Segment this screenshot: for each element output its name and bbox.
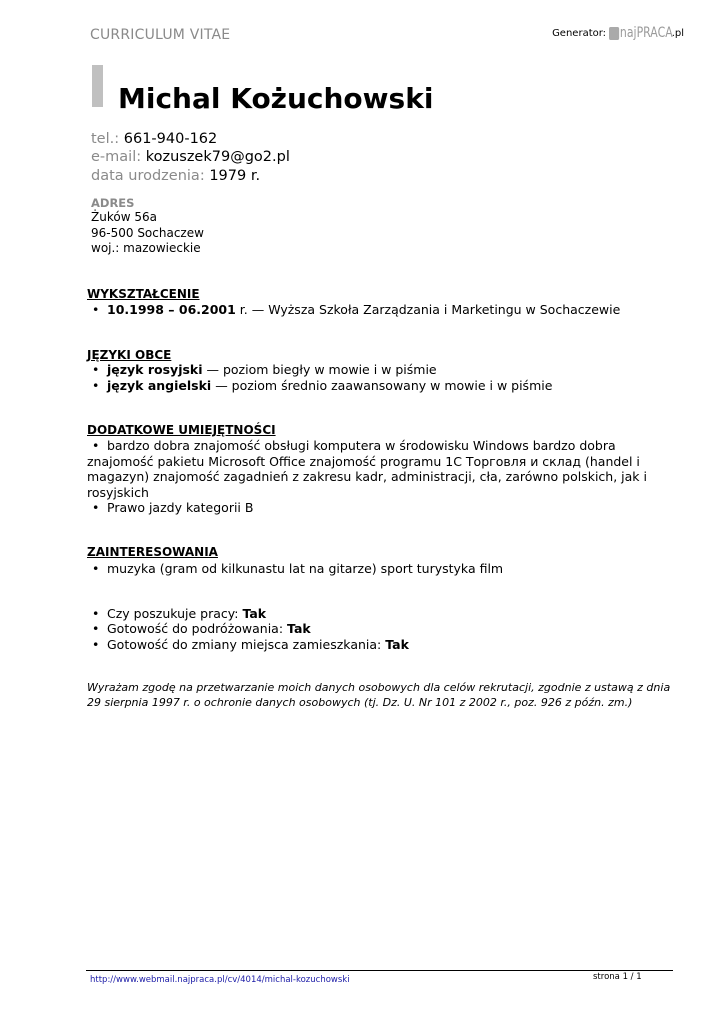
question-text: Gotowość do podróżowania:	[107, 621, 288, 636]
language-level: — poziom biegły w mowie i w piśmie	[202, 362, 437, 377]
education-item	[92, 302, 620, 317]
document-title: CURRICULUM VITAE	[90, 27, 231, 43]
birthdate-label: data urodzenia:	[91, 168, 205, 184]
phone-value: 661-940-162	[123, 131, 218, 147]
footer-url-link[interactable]: http://www.webmail.najpraca.pl/cv/4014/michal-kozuchowski	[90, 975, 350, 985]
phone-label: tel.:	[91, 131, 120, 147]
skills-item-text: Prawo jazdy kategorii B	[107, 500, 254, 515]
language-item	[92, 362, 437, 377]
address-heading: ADRES	[91, 196, 135, 210]
question-item	[92, 621, 311, 636]
bullet: •	[92, 500, 100, 515]
logo-icon	[609, 27, 619, 40]
bullet: •	[92, 362, 100, 377]
skills-heading: DODATKOWE UMIEJĘTNOŚCI	[87, 423, 276, 437]
education-heading: WYKSZTAŁCENIE	[87, 287, 200, 301]
interests-item	[92, 561, 503, 576]
phone-line	[91, 131, 217, 147]
skills-paragraph	[87, 438, 647, 500]
bullet: •	[92, 621, 100, 636]
birthdate-line	[91, 168, 260, 184]
skills-text: bardzo dobra znajomość obsługi komputera w środowisku Windows bardzo dobra znajomość pakietu Microsoft Office znajomość programu 1C Торговля и склад (handel i magazyn) znajomość zagadnień z zakresu kadr, administracji, cła, zarówno polskich, jak i rosyjskich	[87, 438, 647, 500]
address-street: Żuków 56a	[91, 210, 157, 224]
skills-item	[92, 500, 253, 515]
bullet: •	[92, 561, 100, 576]
generator-suffix: .pl	[671, 27, 684, 39]
name-accent-bar	[92, 65, 103, 107]
languages-heading: JĘZYKI OBCE	[87, 348, 172, 362]
question-text: Gotowość do zmiany miejsca zamieszkania:	[107, 637, 386, 652]
question-answer: Tak	[287, 621, 311, 636]
interests-text: muzyka (gram od kilkunastu lat na gitarze) sport turystyka film	[107, 561, 504, 576]
language-name: język rosyjski	[107, 362, 203, 377]
language-item	[92, 378, 552, 393]
question-answer: Tak	[242, 606, 267, 621]
generator-credit	[552, 25, 684, 41]
data-processing-consent: Wyrażam zgodę na przetwarzanie moich danych osobowych dla celów rekrutacji, zgodnie z ustawą z dnia 29 sierpnia 1997 r. o ochronie danych osobowych (tj. Dz. U. Nr 101 z 2002 r., poz. 926 z późn. zm.)	[87, 681, 671, 709]
bullet: •	[92, 637, 100, 652]
question-item	[92, 606, 266, 621]
email-line	[91, 149, 290, 165]
language-level: — poziom średnio zaawansowany w mowie i w piśmie	[211, 378, 553, 393]
page-number: strona 1 / 1	[593, 972, 642, 982]
person-name: Michal Kożuchowski	[118, 82, 434, 115]
bullet: •	[92, 302, 100, 317]
logo-text: najPRACA	[619, 25, 673, 41]
interests-heading: ZAINTERESOWANIA	[87, 545, 218, 559]
generator-label: Generator:	[552, 27, 607, 39]
question-item	[92, 637, 409, 652]
footer-divider	[86, 970, 673, 971]
question-answer: Tak	[385, 637, 409, 652]
address-region: woj.: mazowieckie	[91, 241, 201, 255]
bullet: •	[92, 606, 100, 621]
email-value: kozuszek79@go2.pl	[145, 149, 290, 165]
birthdate-value: 1979 r.	[209, 168, 261, 184]
language-name: język angielski	[107, 378, 212, 393]
education-school: r. — Wyższa Szkoła Zarządzania i Marketingu w Sochaczewie	[235, 302, 621, 317]
question-text: Czy poszukuje pracy:	[107, 606, 243, 621]
address-city: 96-500 Sochaczew	[91, 226, 204, 240]
bullet: •	[92, 378, 100, 393]
najpraca-logo[interactable]	[609, 25, 673, 41]
email-label: e-mail:	[91, 149, 142, 165]
education-dates: 10.1998 – 06.2001	[107, 302, 236, 317]
bullet: •	[92, 438, 100, 453]
